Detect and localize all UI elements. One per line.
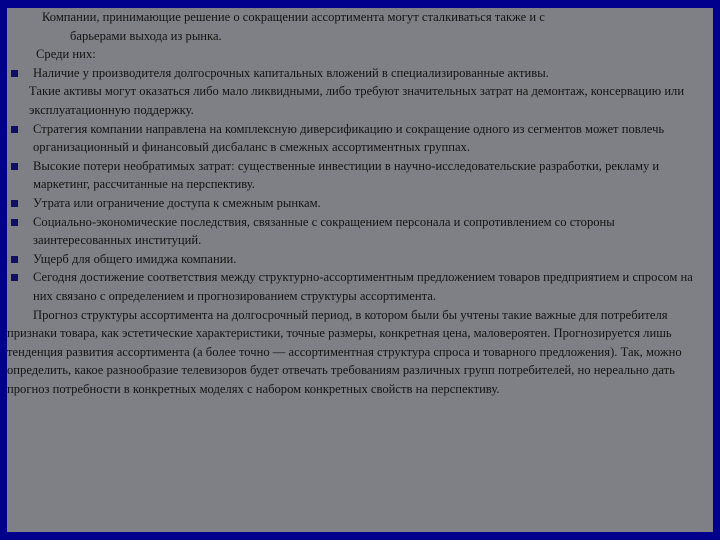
- square-bullet-icon: [11, 163, 18, 170]
- bullet-text-7: Сегодня достижение соответствия между структурно-ассортиментным предложением товаров предприятием и спросом на них связано с определением и прогнозированием структуры ассортимента.: [33, 270, 693, 303]
- bullet-item-7: [7, 268, 707, 305]
- closing-paragraph: Прогноз структуры ассортимента на долгосрочный период, в котором были бы учтены такие важные для потребителя признаки товара, как эстетические характеристики, точные размеры, конкретная цена, маловероятен. Прогнозируется лишь тенденция развития ассортимента (а более точно — ассортиментная структура спроса и товарного предложения). Так, можно определить, какое разнообразие телевизоров будет отвечать требованиям различных групп потребителей, но нереально дать прогноз потребности в конкретных моделях с набором конкретных свойств на перспективу.: [7, 307, 682, 396]
- slide-text: [7, 8, 707, 398]
- bullet-text-1: Наличие у производителя долгосрочных капитальных вложений в специализированные активы.: [33, 65, 549, 80]
- intro-line-2: барьерами выхода из рынка.: [70, 28, 222, 43]
- intro-paragraph: [7, 8, 707, 45]
- bullet-text-6: Ущерб для общего имиджа компании.: [33, 251, 237, 266]
- square-bullet-icon: [11, 219, 18, 226]
- bullet-item-2: [7, 120, 707, 157]
- square-bullet-icon: [11, 70, 18, 77]
- bullet-item-6: [7, 250, 707, 269]
- square-bullet-icon: [11, 274, 18, 281]
- bullet-item-3: [7, 157, 707, 194]
- bullet-text-5: Социально-экономические последствия, связанные с сокращением персонала и сопротивлением со стороны заинтересованных институций.: [33, 214, 615, 248]
- bullet-text-4: Утрата или ограничение доступа к смежным рынкам.: [33, 195, 321, 210]
- content-panel: [7, 8, 713, 532]
- bullet-item-4: [7, 194, 707, 213]
- bullet-text-2: Стратегия компании направлена на комплексную диверсификацию и сокращение одного из сегментов может повлечь организационный и финансовый дисбаланс в смежных ассортиментных группах.: [33, 121, 665, 155]
- intro-line-1: Компании, принимающие решение о сокращении ассортимента могут сталкиваться также и с: [42, 10, 545, 24]
- square-bullet-icon: [11, 256, 18, 263]
- bullet-text-3: Высокие потери необратимых затрат: существенные инвестиции в научно-исследовательские разработки, рекламу и маркетинг, рассчитанные на перспективу.: [33, 158, 660, 192]
- square-bullet-icon: [11, 200, 18, 207]
- square-bullet-icon: [11, 126, 18, 133]
- bullet-item-1: [7, 64, 707, 120]
- among-them-heading: Среди них:: [36, 47, 96, 62]
- bullet-text-1-continuation: Такие активы могут оказаться либо мало ликвидными, либо требуют значительных затрат на демонтаж, консервацию или эксплуатационную поддержку.: [29, 84, 685, 117]
- bullet-item-5: [7, 213, 707, 250]
